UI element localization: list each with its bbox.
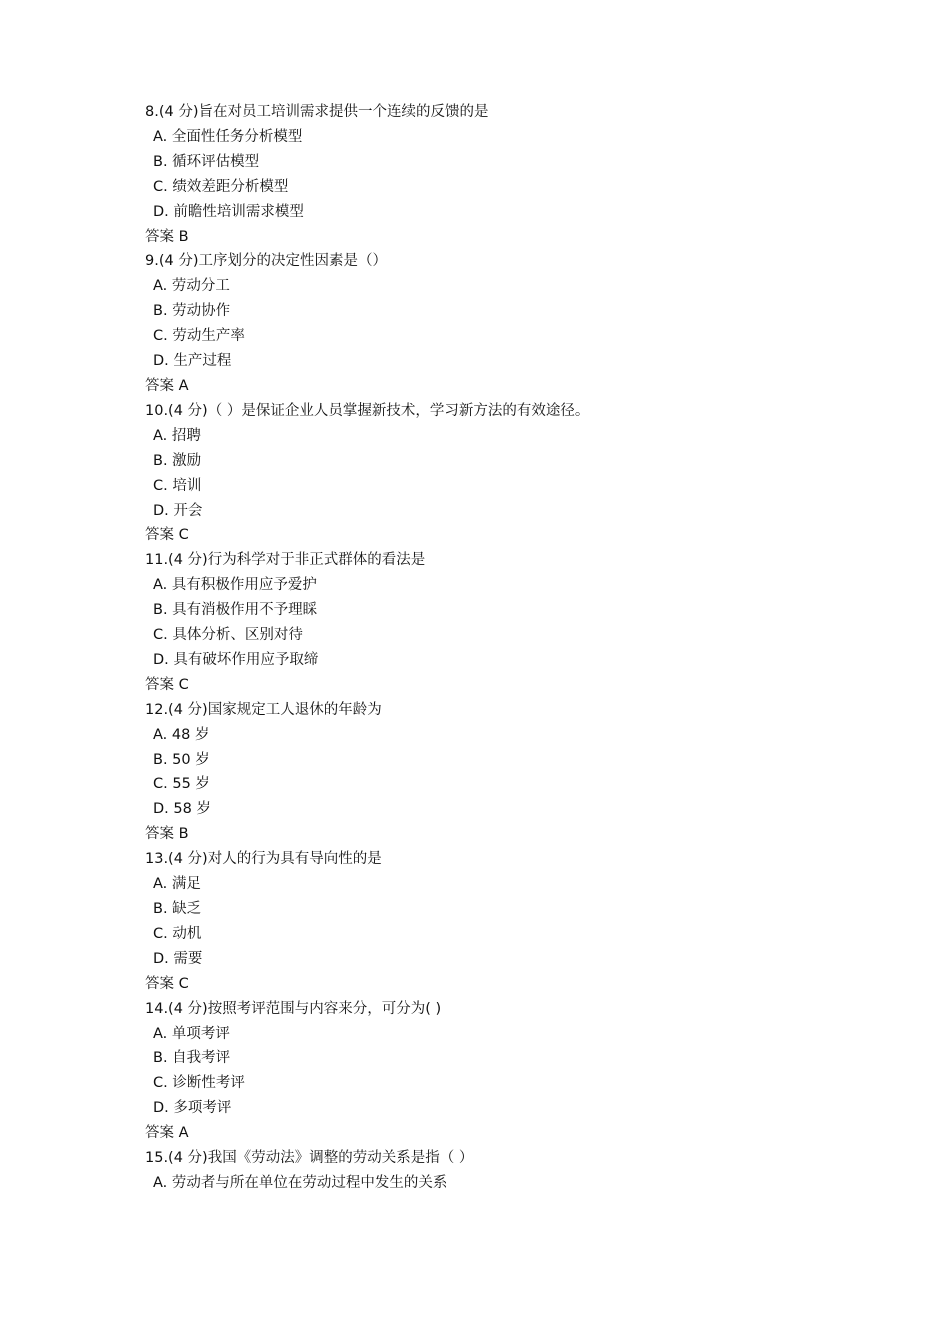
question-stem: 9.(4 分)工序划分的决定性因素是（）: [145, 253, 387, 270]
option-a: A. 招聘: [153, 427, 201, 444]
question-stem: 8.(4 分)旨在对员工培训需求提供一个连续的反馈的是: [145, 104, 489, 120]
answer-line: 答案 C: [145, 975, 189, 992]
option-d: D. 生产过程: [153, 353, 232, 370]
option-b: B. 自我考评: [153, 1050, 231, 1067]
option-d: D. 多项考评: [153, 1100, 232, 1117]
option-a: A. 全面性任务分析模型: [153, 128, 303, 145]
option-c: C. 55 岁: [153, 776, 210, 793]
option-b: B. 劳动协作: [153, 303, 231, 320]
answer-line: 答案 C: [145, 676, 189, 693]
option-b: B. 50 岁: [153, 751, 210, 768]
option-a: A. 具有积极作用应予爱护: [153, 577, 317, 594]
answer-line: 答案 C: [145, 527, 189, 544]
option-d: D. 58 岁: [153, 801, 211, 818]
option-d: D. 需要: [153, 950, 203, 967]
option-b: B. 缺乏: [153, 901, 202, 917]
option-d: D. 前瞻性培训需求模型: [153, 203, 304, 220]
option-b: B. 激励: [153, 452, 202, 469]
option-b: B. 循环评估模型: [153, 153, 260, 170]
answer-line: 答案 B: [145, 826, 189, 843]
answer-line: 答案 B: [145, 228, 189, 245]
option-a: A. 单项考评: [153, 1025, 230, 1042]
option-c: C. 培训: [153, 477, 202, 494]
question-stem: 12.(4 分)国家规定工人退休的年龄为: [145, 701, 382, 718]
document-page: [145, 100, 845, 1196]
option-c: C. 动机: [153, 925, 202, 942]
question-stem: 14.(4 分)按照考评范围与内容来分，可分为( ): [145, 1000, 442, 1017]
answer-line: 答案 A: [145, 1125, 189, 1142]
option-d: D. 具有破坏作用应予取缔: [153, 651, 319, 668]
option-c: C. 绩效差距分析模型: [153, 178, 289, 195]
option-a: A. 48 岁: [153, 726, 210, 743]
option-d: D. 开会: [153, 502, 203, 519]
option-a: A. 劳动分工: [153, 278, 230, 295]
option-c: C. 诊断性考评: [153, 1075, 245, 1092]
option-b: B. 具有消极作用不予理睬: [153, 602, 318, 619]
answer-line: 答案 A: [145, 377, 189, 394]
option-c: C. 劳动生产率: [153, 328, 245, 345]
question-stem: 11.(4 分)行为科学对于非正式群体的看法是: [145, 552, 426, 569]
option-a: A. 劳动者与所在单位在劳动过程中发生的关系: [153, 1174, 448, 1191]
question-stem: 10.(4 分)（ ）是保证企业人员掌握新技术，学习新方法的有效途径。: [145, 402, 590, 419]
question-stem: 13.(4 分)对人的行为具有导向性的是: [145, 851, 382, 868]
option-c: C. 具体分析、区别对待: [153, 627, 303, 644]
option-a: A. 满足: [153, 876, 201, 893]
question-stem: 15.(4 分)我国《劳动法》调整的劳动关系是指（ ）: [145, 1150, 474, 1167]
